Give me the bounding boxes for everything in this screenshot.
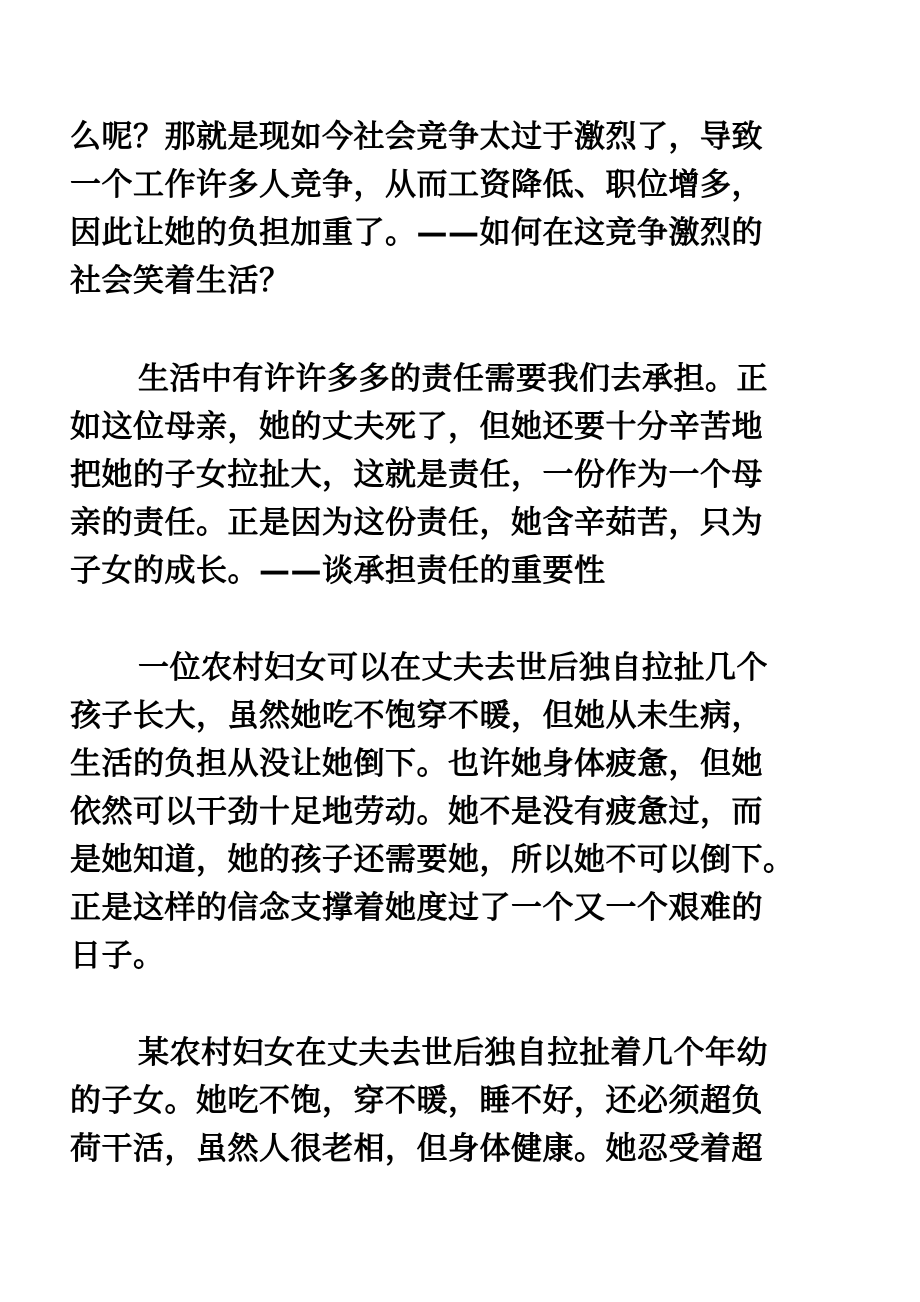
text-line: 是她知道，她的孩子还需要她，所以她不可以倒下。 — [70, 842, 795, 878]
text-line: 一个工作许多人竞争，从而工资降低、职位增多， — [70, 167, 763, 203]
text-line-indented: 某农村妇女在丈夫去世后独自拉扯着几个年幼 — [138, 1035, 768, 1071]
text-line-indented: 生活中有许许多多的责任需要我们去承担。正 — [138, 361, 768, 397]
text-line: 么呢？那就是现如今社会竞争太过于激烈了，导致 — [70, 119, 763, 155]
paragraph-3 — [70, 644, 850, 980]
paragraph-1 — [70, 113, 850, 305]
text-line-indented: 一位农村妇女可以在丈夫去世后独自拉扯几个 — [138, 650, 768, 686]
text-line: 把她的子女拉扯大，这就是责任，一份作为一个母 — [70, 457, 763, 493]
text-line: 的子女。她吃不饱，穿不暖，睡不好，还必须超负 — [70, 1083, 763, 1119]
text-line: 依然可以干劲十足地劳动。她不是没有疲惫过，而 — [70, 794, 763, 830]
text-line: 正是这样的信念支撑着她度过了一个又一个艰难的 — [70, 890, 763, 926]
text-line: 生活的负担从没让她倒下。也许她身体疲惫，但她 — [70, 746, 763, 782]
text-line: 社会笑着生活？ — [70, 263, 291, 299]
text-line: 孩子长大，虽然她吃不饱穿不暖，但她从未生病， — [70, 698, 763, 734]
text-line: 亲的责任。正是因为这份责任，她含辛茹苦，只为 — [70, 505, 763, 541]
text-line: 因此让她的负担加重了。——如何在这竞争激烈的 — [70, 215, 763, 251]
paragraph-4 — [70, 1029, 850, 1173]
text-line: 日子。 — [70, 938, 165, 974]
text-line: 如这位母亲，她的丈夫死了，但她还要十分辛苦地 — [70, 409, 763, 445]
paragraph-2 — [70, 355, 850, 595]
text-line: 荷干活，虽然人很老相，但身体健康。她忍受着超 — [70, 1131, 763, 1167]
text-line: 子女的成长。——谈承担责任的重要性 — [70, 553, 606, 589]
